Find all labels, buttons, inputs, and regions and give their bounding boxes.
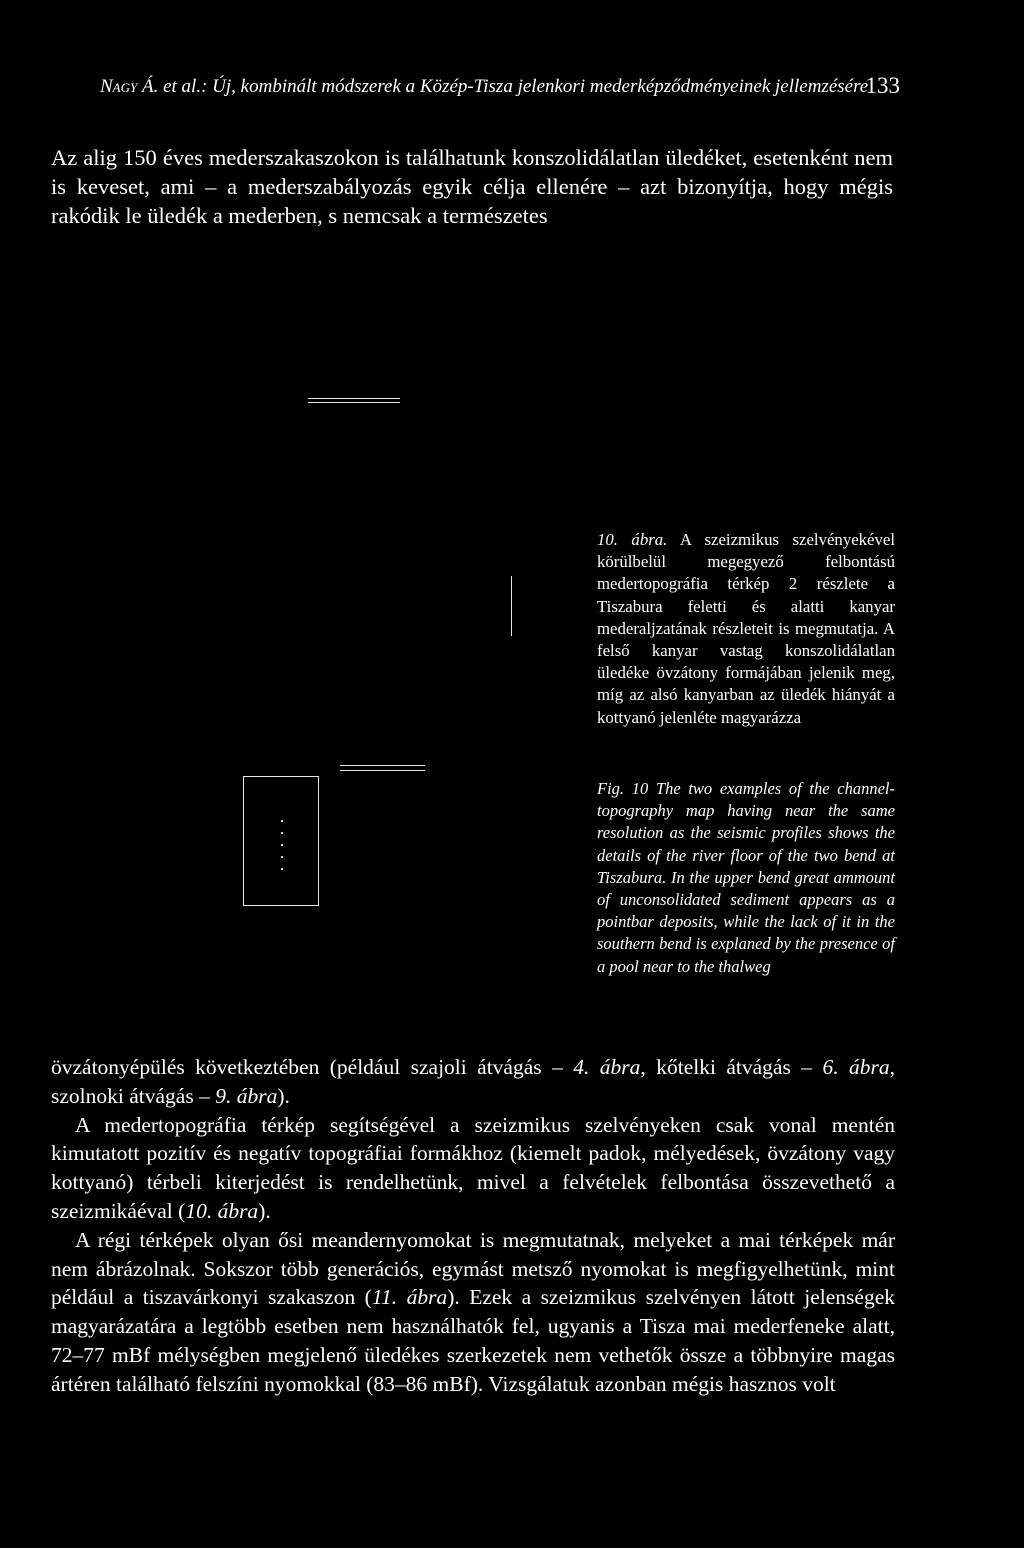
figure-dot <box>281 844 283 846</box>
figure-ref: 11. ábra <box>371 1285 448 1310</box>
figure-dot <box>281 856 283 858</box>
top-paragraph: Az alig 150 éves mederszakaszokon is találhatunk konszolidálatlan üledéket, esetenként nem is keveset, ami – a mederszabályozás egyik célja ellenére – azt bizonyítja, hogy mégis rakódik le üledék a mederben, s nemcsak a természetes <box>51 145 893 228</box>
text-span: övzátonyépülés következtében (például szajoli átvágás – <box>51 1055 574 1079</box>
header-title: : Új, kombinált módszerek a Közép-Tisza jelenkori mederképződményeinek jellemzésére <box>201 76 869 97</box>
paragraph-3 <box>51 1226 895 1399</box>
text-span: ). <box>277 1083 290 1108</box>
header-authors-title <box>100 76 868 98</box>
figure-dot <box>281 820 283 822</box>
text-span: ). <box>258 1198 271 1223</box>
figure-caption-english: Fig. 10 The two examples of the channel-topography map having near the same resolution as the seismic profiles shows the details of the river floor of the two bend at Tiszabura. In the upper bend great ammount of unconsolidated sediment appears as a pointbar deposits, while the lack of it in the southern bend is explaned by the presence of a pool near to the thalweg <box>597 779 895 976</box>
text-span: , kőtelki átvágás – <box>640 1055 823 1079</box>
text-span: A medertopográfia térkép segítségével a szeizmikus szelvényeken csak vonal mentén kimutatott pozitív és negatív topográfiai formákhoz (kiemelt padok, mélyedések, övzátony vagy kottyanó) térbeli kiterjedést is rendelhetünk, mivel a felvételek felbontása összevethető a szeizmikáéval ( <box>51 1112 895 1223</box>
running-header <box>100 73 900 104</box>
body-text <box>51 1053 895 1399</box>
figure-ref: 6. ábra <box>822 1055 890 1079</box>
figure-ref: 4. ábra <box>573 1055 641 1079</box>
header-author-first: Nagy <box>100 76 138 97</box>
figure-line <box>340 770 425 771</box>
figure-line <box>308 398 400 399</box>
page-number: 133 <box>865 73 900 98</box>
caption-label: 10. ábra. <box>597 530 668 549</box>
figure-dot <box>281 868 283 870</box>
figure-frame <box>243 776 319 906</box>
paragraph-2 <box>51 1111 895 1226</box>
text-span: A régi térképek olyan ősi meandernyomokat is megmutatnak, melyeket a mai térképek már nem ábrázolnak. Sokszor több generációs, egymást metsző nyomokat is megfigyelhetünk, mint például a tiszavárkonyi szakaszon ( <box>51 1227 895 1310</box>
figure-caption-hungarian <box>597 529 895 729</box>
figure-line <box>511 576 512 636</box>
figure-10-image <box>0 380 600 940</box>
figure-dot <box>281 832 283 834</box>
caption-hu-text: A szeizmikus szelvényekével körülbelül megegyező felbontású medertopográfia térkép 2 részlete a Tiszabura feletti és alatti kanyar mederaljzatának részleteit is megmutatja. A felső kanyar vastag konszolidálatlan üledéke övzátony formájában jelenik meg, míg az alsó kanyarban az üledék hiányát a kottyanó jelenléte magyarázza <box>597 530 895 727</box>
figure-ref: 10. ábra <box>185 1198 259 1223</box>
figure-line <box>308 402 400 403</box>
text-span: , szolnoki átvágás – <box>51 1055 895 1108</box>
header-author-rest: Á. et al. <box>137 76 202 97</box>
figure-line <box>340 765 425 766</box>
figure-ref: 9. ábra <box>215 1083 278 1108</box>
text-span: ). Ezek a szeizmikus szelvényen látott jelenségek magyarázatára a legtöbb esetben nem használhatók fel, ugyanis a Tisza mai mederfeneke alatt, 72–77 mBf mélységben megjelenő üledékes szerkezetek nem vethetők össze a többnyire magas ártéren található felszíni nyomokkal (83–86 mBf). Vizsgálatuk azonban mégis hasznos volt <box>51 1285 896 1396</box>
paragraph-1 <box>51 1053 895 1111</box>
